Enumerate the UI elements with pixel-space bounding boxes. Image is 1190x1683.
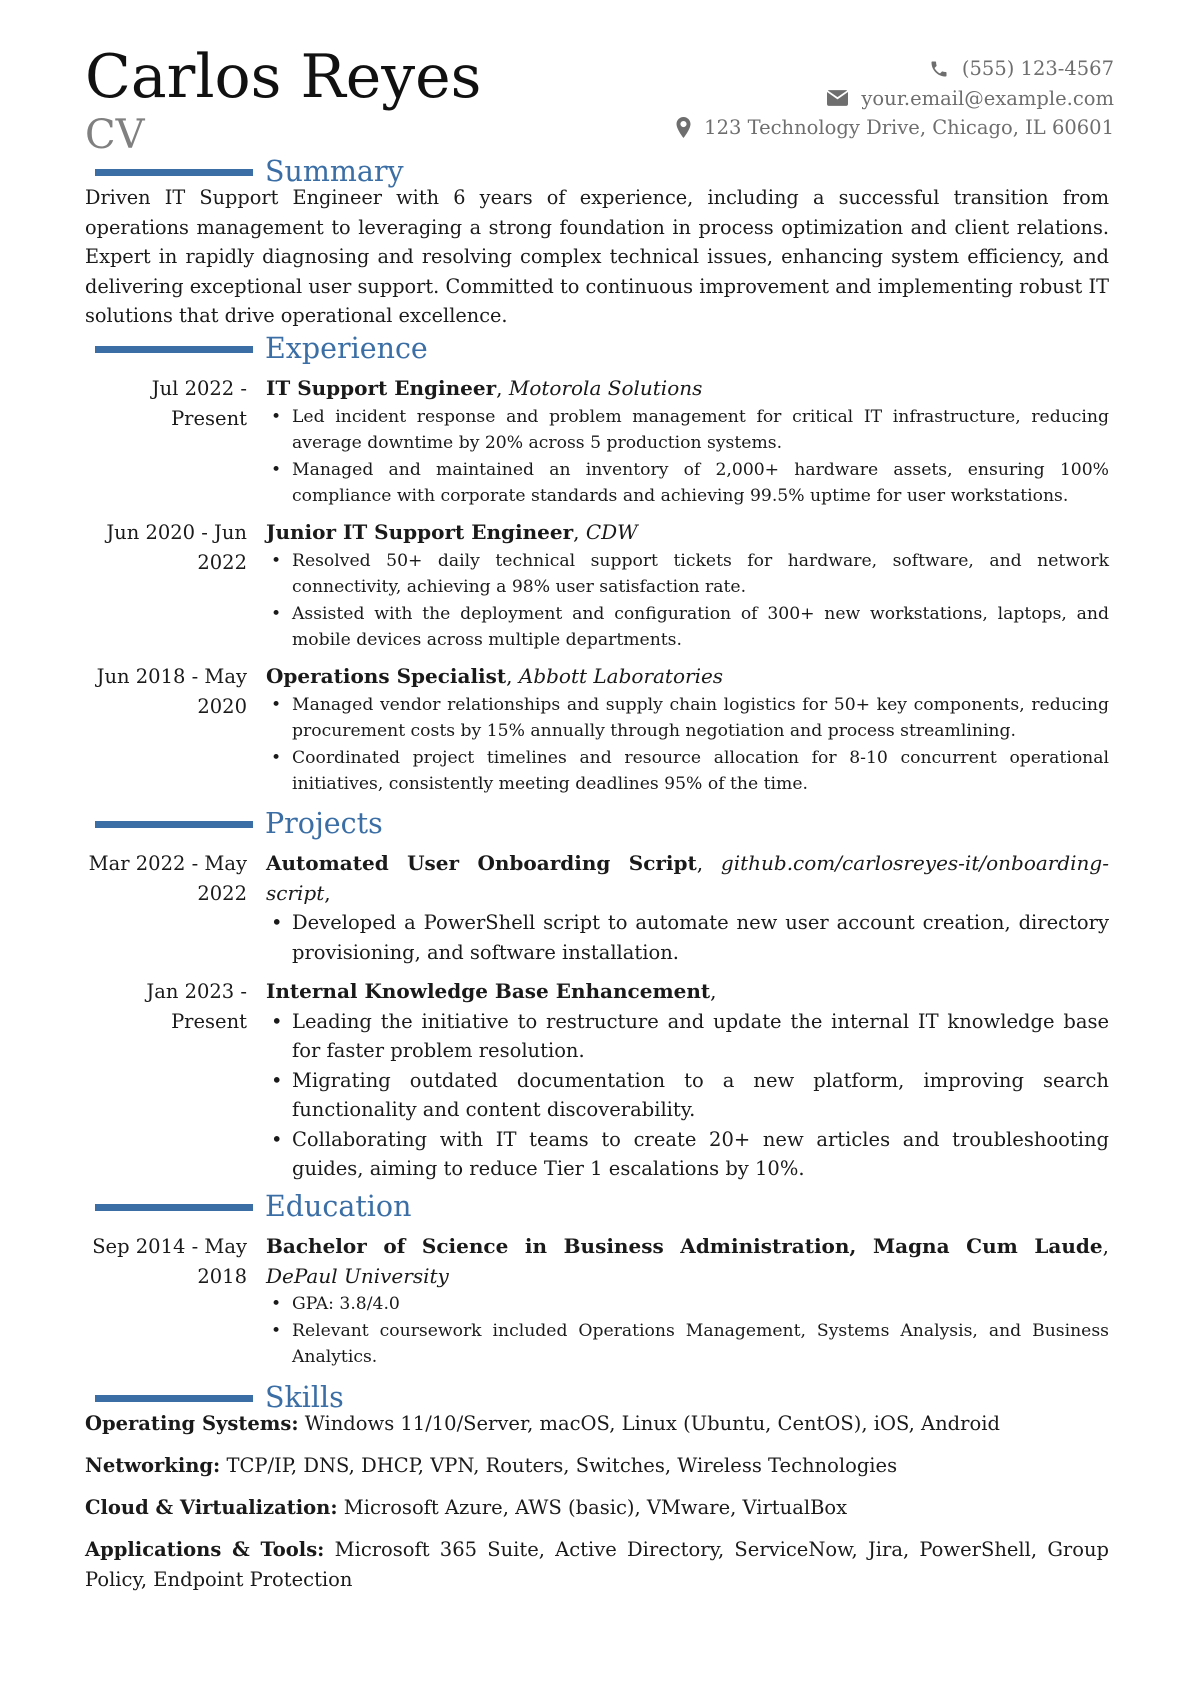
phone-text[interactable]: (555) 123-4567 [961,57,1114,80]
skill-row [85,1409,1109,1439]
contact-address [676,113,1114,143]
summary-paragraph: Driven IT Support Engineer with 6 years of experience, including a successful transition from operations management to leveraging a strong foundation in process optimization and client relations. Expert in rapidly diagnosing and resolving complex technical issues, enhancing system efficiency, and delivering exceptional user support. Committed to continuous improvement and implementing robust IT solutions that drive operational excellence. [85,186,1109,327]
degree-name: Bachelor of Science in Business Administration, Magna Cum Laude [266,1234,1103,1258]
section-title: Projects [265,807,383,840]
contact-phone [676,54,1114,84]
project-date: Jan 2023 - Present [146,980,247,1033]
list-item: • GPA: 3.8/4.0 [266,1291,1109,1318]
section-accent-bar [95,169,253,176]
person-name: Carlos Reyes [85,42,482,112]
skill-category: Applications & Tools: [85,1538,325,1561]
job-organization: Motorola Solutions [508,376,703,400]
project-title: Automated User Onboarding Script, github.com/carlosreyes-it/onboarding-script, [266,851,1109,905]
experience-title: IT Support Engineer, Motorola Solutions [266,376,703,400]
experience-entry [266,662,1109,798]
project-date: Mar 2022 - May 2022 [88,852,247,905]
job-organization: CDW [585,520,638,544]
section-accent-bar [95,346,253,353]
section-accent-bar [95,1395,253,1402]
list-item: • Assisted with the deployment and configuration of 300+ new workstations, laptops, and mobile devices across multiple departments. [266,601,1109,654]
project-entry [266,977,1109,1184]
section-accent-bar [95,1204,253,1211]
skill-row [85,1535,1109,1594]
education-date: Sep 2014 - May 2018 [92,1235,247,1288]
section-education-heading [95,1190,411,1224]
skill-items: Microsoft 365 Suite, Active Directory, ServiceNow, Jira, PowerShell, Group Policy, Endpoint Protection [85,1538,1109,1591]
project-name: Internal Knowledge Base Enhancement [266,979,711,1003]
project-title: Internal Knowledge Base Enhancement, [266,979,717,1003]
project-name: Automated User Onboarding Script [266,851,697,875]
education-entry [266,1232,1109,1371]
education-bullets [266,1291,1109,1371]
project-bullets [266,908,1109,967]
section-accent-bar [95,821,253,828]
project-link[interactable]: github.com/carlosreyes-it/onboarding-script [266,851,1109,905]
list-item: • Led incident response and problem management for critical IT infrastructure, reducing average downtime by 20% across 5 production systems. [266,404,1109,457]
experience-title: Junior IT Support Engineer, CDW [266,520,638,544]
list-item: • Migrating outdated documentation to a new platform, improving search functionality and content discoverability. [266,1066,1109,1125]
school-name: DePaul University [266,1263,449,1288]
section-projects-heading [95,807,383,841]
job-role: IT Support Engineer [266,376,497,400]
list-item: • Coordinated project timelines and resource allocation for 8-10 concurrent operational initiatives, consistently meeting deadlines 95% of the time. [266,745,1109,798]
job-organization: Abbott Laboratories [518,664,724,688]
skill-row [85,1493,1109,1523]
skill-category: Operating Systems: [85,1412,299,1435]
map-marker-icon [676,117,691,138]
experience-bullets [266,548,1109,654]
skill-row [85,1451,1109,1481]
list-item: • Relevant coursework included Operations Management, Systems Analysis, and Business Analytics. [266,1318,1109,1371]
list-item: • Leading the initiative to restructure and update the internal IT knowledge base for faster problem resolution. [266,1007,1109,1066]
contact-block [676,54,1114,143]
phone-icon [929,59,949,79]
skill-items: Microsoft Azure, AWS (basic), VMware, VirtualBox [343,1496,848,1519]
envelope-icon [827,90,848,106]
experience-bullets [266,404,1109,510]
email-text[interactable]: your.email@example.com [861,86,1114,110]
project-bullets [266,1007,1109,1184]
experience-date: Jun 2018 - May 2020 [96,665,247,718]
experience-bullets [266,692,1109,798]
document-subtitle: CV [85,112,145,158]
skill-items: TCP/IP, DNS, DHCP, VPN, Routers, Switches, Wireless Technologies [226,1454,898,1477]
list-item: • Collaborating with IT teams to create 20+ new articles and troubleshooting guides, aiming to reduce Tier 1 escalations by 10%. [266,1125,1109,1184]
education-title: Bachelor of Science in Business Administration, Magna Cum Laude, DePaul University [266,1234,1109,1288]
job-role: Operations Specialist [266,664,507,688]
section-title: Education [265,1190,412,1223]
list-item: • Resolved 50+ daily technical support tickets for hardware, software, and network connectivity, achieving a 98% user satisfaction rate. [266,548,1109,601]
list-item: • Managed and maintained an inventory of 2,000+ hardware assets, ensuring 100% compliance with corporate standards and achieving 99.5% uptime for user workstations. [266,457,1109,510]
address-text: 123 Technology Drive, Chicago, IL 60601 [704,116,1114,139]
section-title: Experience [265,332,428,365]
job-role: Junior IT Support Engineer [266,520,574,544]
experience-date: Jun 2020 - Jun 2022 [106,521,247,574]
project-entry [266,849,1109,967]
skill-items: Windows 11/10/Server, macOS, Linux (Ubuntu, CentOS), iOS, Android [304,1412,1000,1435]
section-experience-heading [95,332,428,366]
section-title: Summary [265,155,404,188]
experience-entry [266,518,1109,654]
skill-category: Cloud & Virtualization: [85,1496,338,1519]
list-item: • Developed a PowerShell script to automate new user account creation, directory provisioning, and software installation. [266,908,1109,967]
list-item: • Managed vendor relationships and supply chain logistics for 50+ key components, reducing procurement costs by 15% annually through negotiation and process streamlining. [266,692,1109,745]
experience-entry [266,374,1109,510]
skill-category: Networking: [85,1454,221,1477]
contact-email [676,84,1114,114]
experience-date: Jul 2022 - Present [151,377,247,430]
experience-title: Operations Specialist, Abbott Laboratories [266,664,724,688]
section-title: Skills [265,1381,344,1414]
